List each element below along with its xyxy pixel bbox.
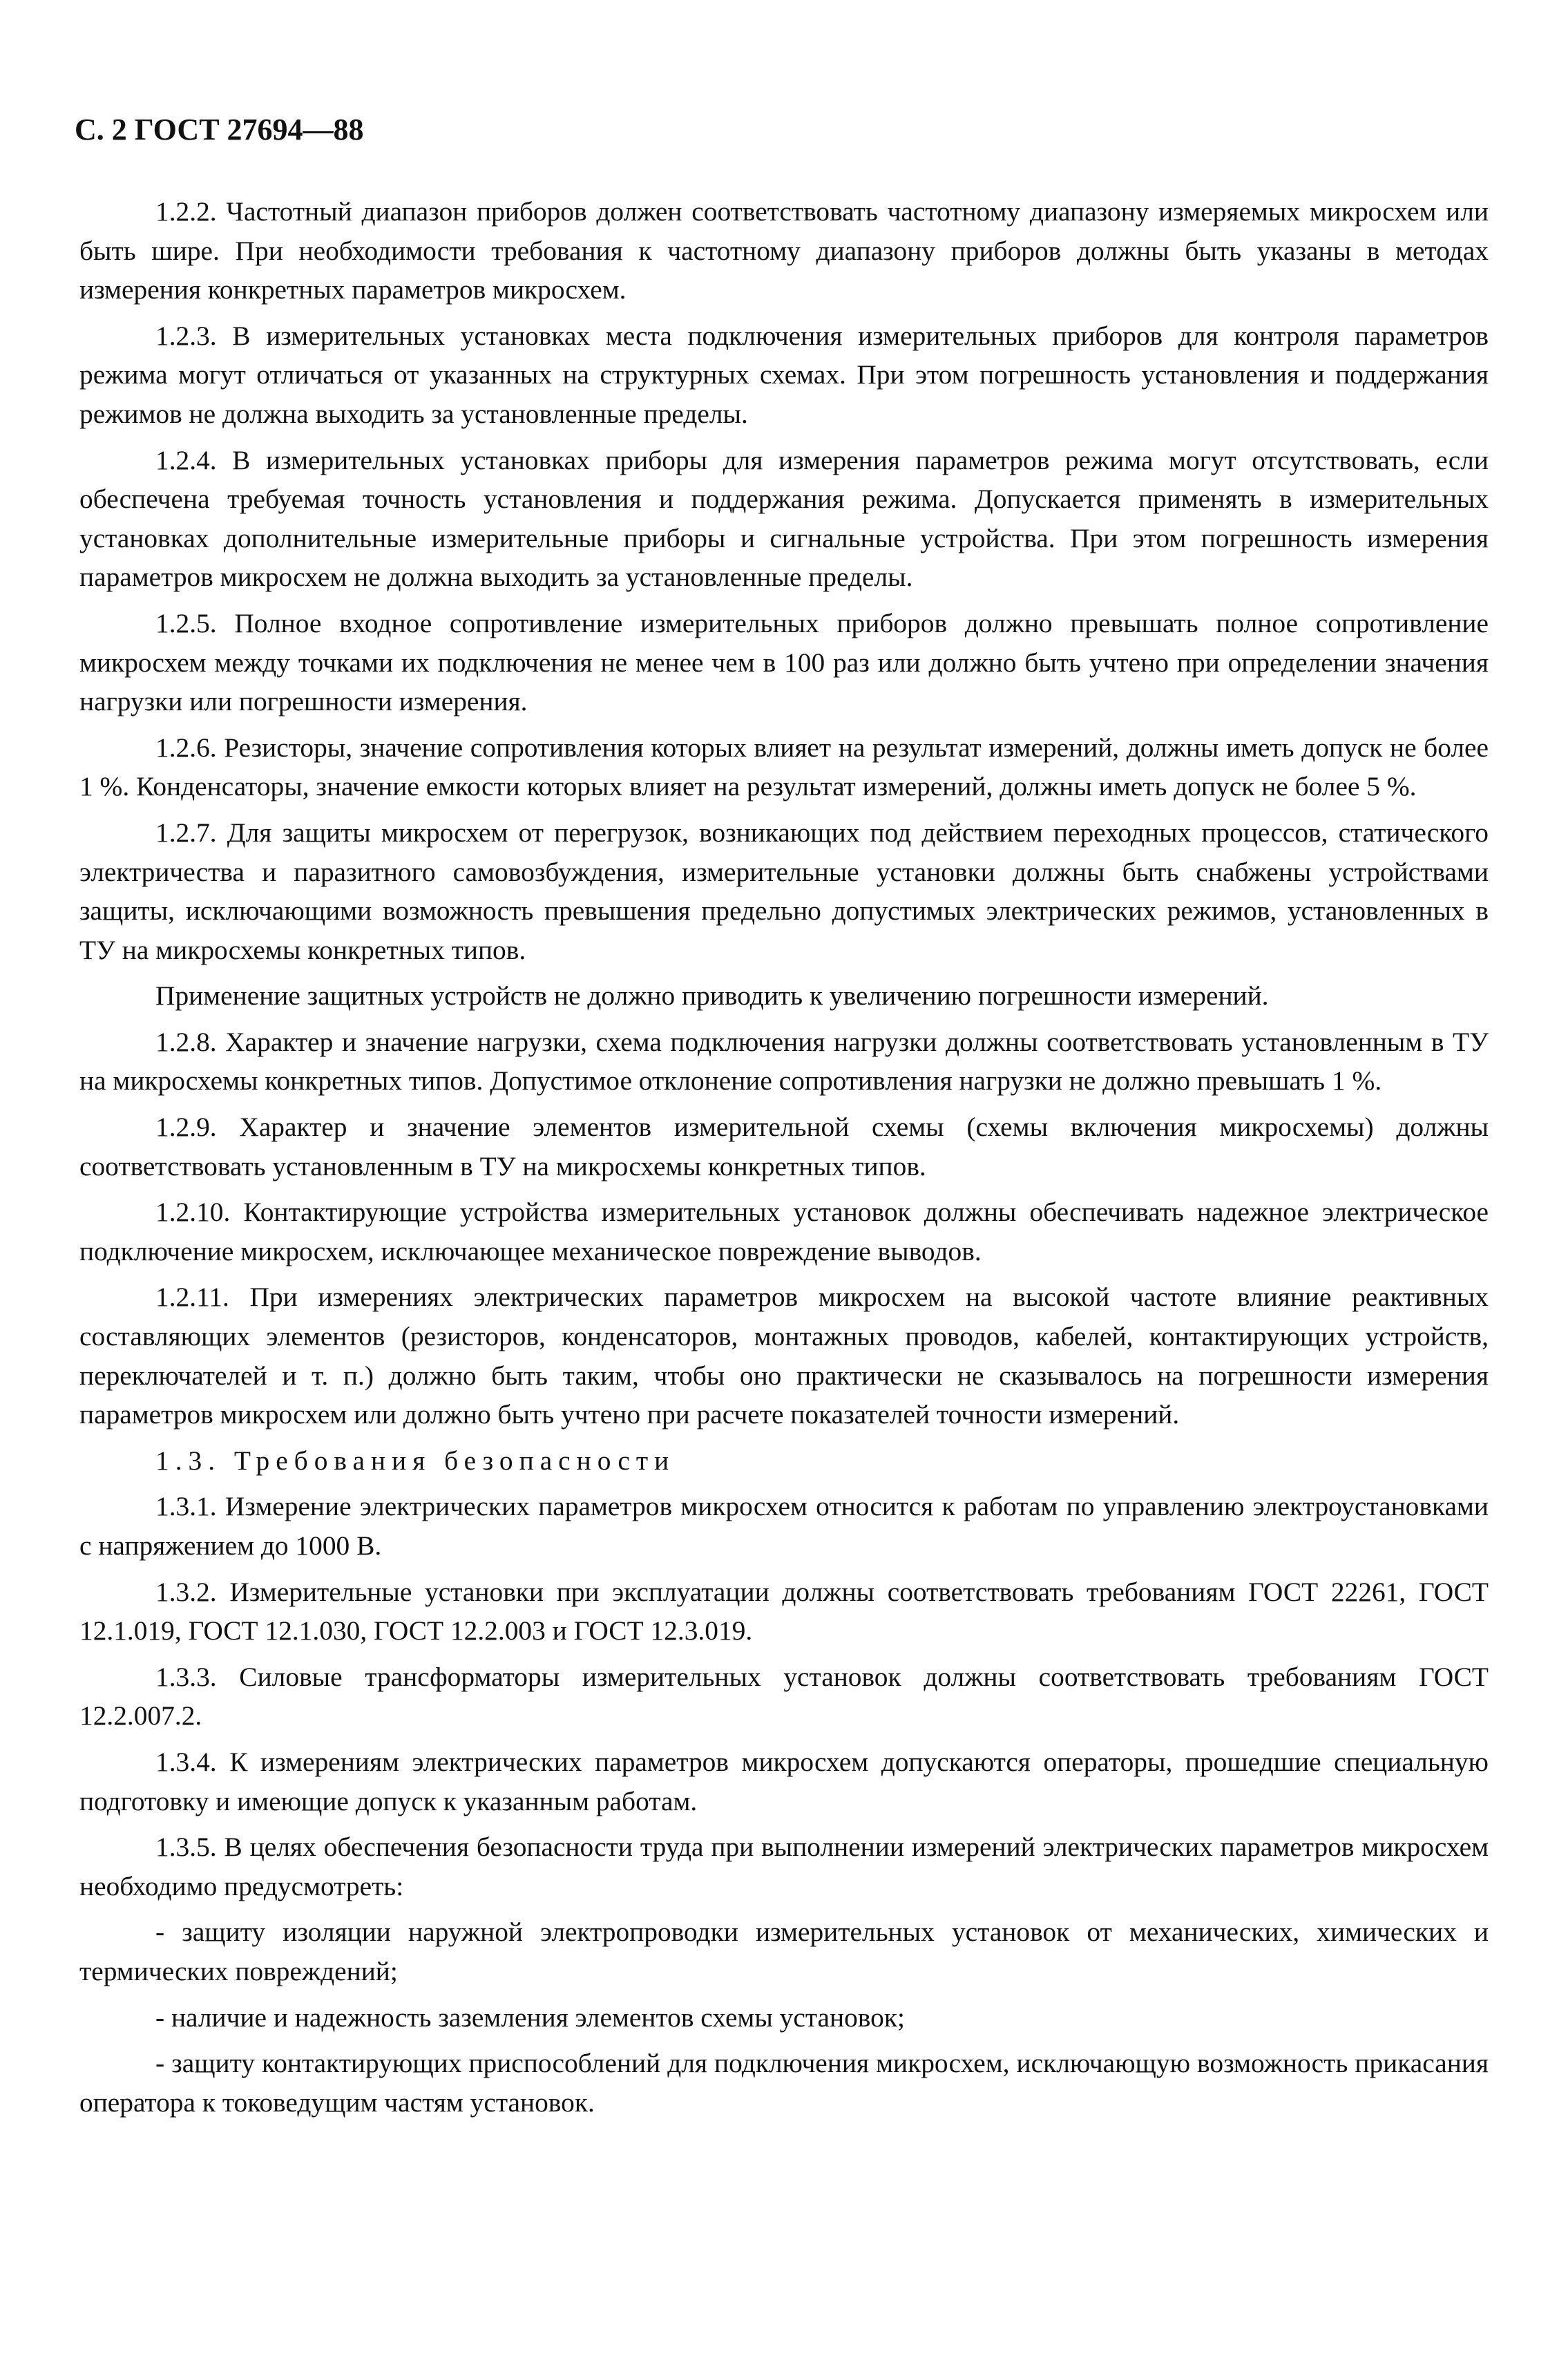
paragraph-1-2-8: 1.2.8. Характер и значение нагрузки, схема подключения нагрузки должны соответствовать установленным в ТУ на микросхемы конкретных типов. Допустимое отклонение сопротивления нагрузки не должно превышать 1 %. xyxy=(79,1026,1489,1096)
paragraph-protective-devices: Применение защитных устройств не должно приводить к увеличению погрешности измерений. xyxy=(155,980,1269,1012)
paragraph-1-2-5: 1.2.5. Полное входное сопротивление измерительных приборов должно превышать полное сопротивление микросхем между точками их подключения не менее чем в 100 раз или должно быть учтено при определении значения нагрузки или погрешности измерения. xyxy=(79,607,1489,717)
paragraph-1-2-3: 1.2.3. В измерительных установках места подключения измерительных приборов для контроля параметров режима могут отличаться от указанных на структурных схемах. При этом погрешность установления и поддержания режимов не должна выходить за установленные пределы. xyxy=(79,320,1489,429)
list-item-contact-protection: - защиту контактирующих приспособлений для подключения микросхем, исключающую возможность прикасания оператора к токоведущим частям установок. xyxy=(79,2048,1489,2118)
paragraph-1-2-4: 1.2.4. В измерительных установках приборы для измерения параметров режима могут отсутствовать, если обеспечена требуемая точность установления и поддержания режима. Допускается применять в измерительных установках дополнительные измерительные приборы и сигнальные устройства. При этом погрешность измерения параметров микросхем не должна выходить за установленные пределы. xyxy=(79,444,1489,593)
paragraph-1-3-5: 1.3.5. В целях обеспечения безопасности труда при выполнении измерений электрических параметров микросхем необходимо предусмотреть: xyxy=(79,1832,1489,1901)
paragraph-1-2-11: 1.2.11. При измерениях электрических параметров микросхем на высокой частоте влияние реактивных составляющих элементов (резисторов, конденсаторов, монтажных проводов, кабелей, контактирующих устройств, переключателей и т. п.) должно быть таким, чтобы оно практически не сказывалось на погрешности измерения параметров микросхем или должно быть учтено при расчете показателей точности измерений. xyxy=(79,1282,1489,1430)
paragraph-1-2-7: 1.2.7. Для защиты микросхем от перегрузок, возникающих под действием переходных процессов, статического электричества и паразитного самовозбуждения, измерительные установки должны быть снабжены устройствами защиты, исключающими возможность превышения предельно допустимых электрических режимов, установленных в ТУ на микросхемы конкретных типов. xyxy=(79,817,1489,965)
paragraph-1-2-2: 1.2.2. Частотный диапазон приборов должен соответствовать частотному диапазону измеряемых микросхем или быть шире. При необходимости требования к частотному диапазону приборов должны быть указаны в методах измерения конкретных параметров микросхем. xyxy=(79,196,1489,305)
paragraph-1-3-2: 1.3.2. Измерительные установки при эксплуатации должны соответствовать требованиям ГОСТ 22261, ГОСТ 12.1.019, ГОСТ 12.1.030, ГОСТ 12.2.003 и ГОСТ 12.3.019. xyxy=(79,1576,1489,1646)
list-item-grounding: - наличие и надежность заземления элементов схемы установок; xyxy=(155,2002,905,2033)
section-heading-safety: 1.3. Требования безопасности xyxy=(155,1445,676,1476)
paragraph-1-3-1: 1.3.1. Измерение электрических параметров микросхем относится к работам по управлению электроустановками с напряжением до 1000 В. xyxy=(79,1491,1489,1561)
paragraph-1-3-3: 1.3.3. Силовые трансформаторы измерительных установок должны соответствовать требованиям ГОСТ 12.2.007.2. xyxy=(79,1661,1489,1731)
paragraph-1-3-4: 1.3.4. К измерениям электрических параметров микросхем допускаются операторы, прошедшие специальную подготовку и имеющие допуск к указанным работам. xyxy=(79,1746,1489,1816)
list-item-insulation: - защиту изоляции наружной электропроводки измерительных установок от механических, химических и термических повреждений; xyxy=(79,1917,1489,1986)
paragraph-1-2-10: 1.2.10. Контактирующие устройства измерительных установок должны обеспечивать надежное электрическое подключение микросхем, исключающее механическое повреждение выводов. xyxy=(79,1197,1489,1266)
document-body xyxy=(79,192,1489,2122)
page-header: С. 2 ГОСТ 27694—88 xyxy=(75,113,364,146)
paragraph-1-2-9: 1.2.9. Характер и значение элементов измерительной схемы (схемы включения микросхемы) должны соответствовать установленным в ТУ на микросхемы конкретных типов. xyxy=(79,1112,1489,1181)
paragraph-1-2-6: 1.2.6. Резисторы, значение сопротивления которых влияет на результат измерений, должны иметь допуск не более 1 %. Конденсаторы, значение емкости которых влияет на результат измерений, должны иметь допуск не более 5 %. xyxy=(79,732,1489,802)
